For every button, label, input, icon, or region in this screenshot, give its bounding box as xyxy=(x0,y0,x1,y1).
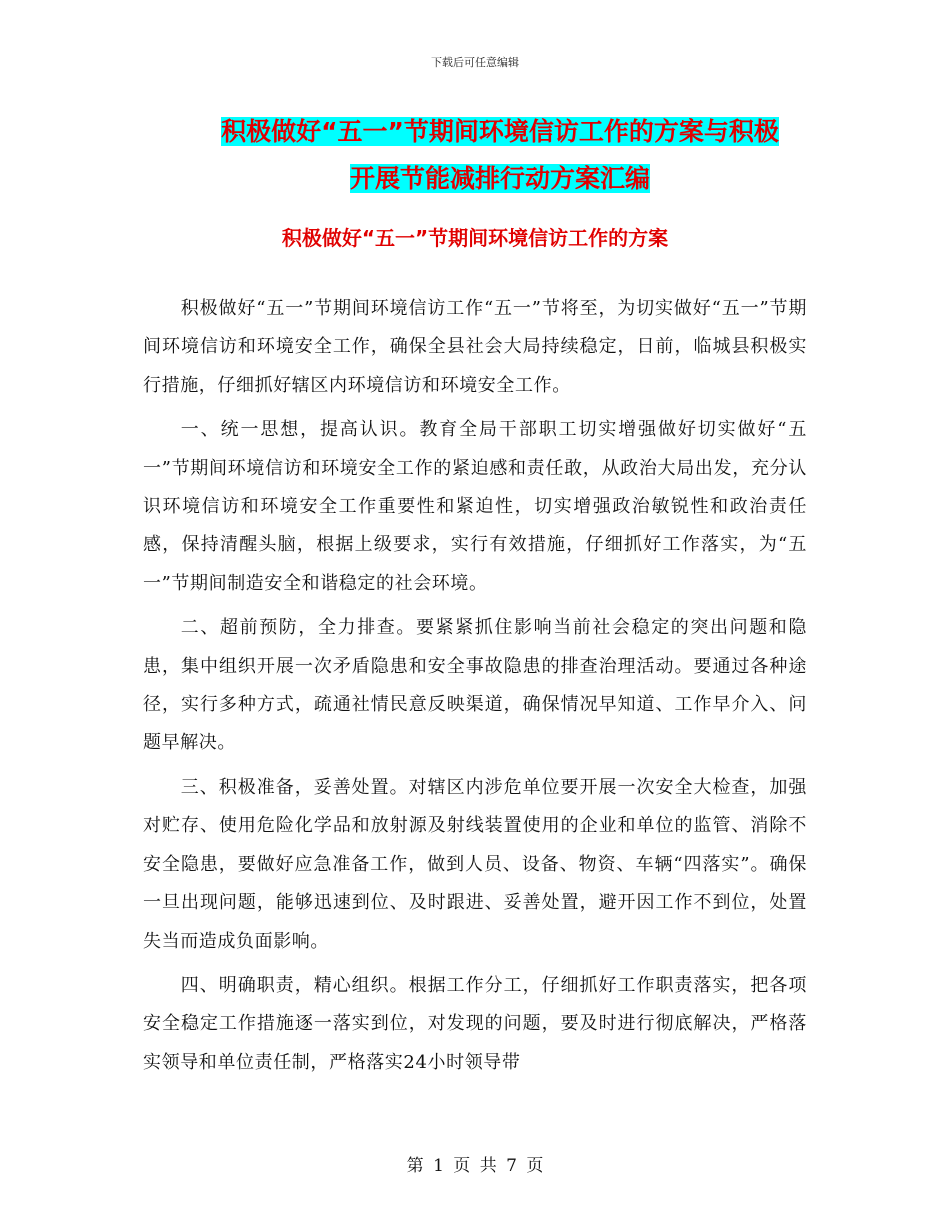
section-title: 积极做好“五一”节期间环境信访工作的方案 xyxy=(281,226,669,250)
paragraph-4: 四、明确职责，精心组织。根据工作分工，仔细抓好工作职责落实，把各项安全稳定工作措施逐一落实到位，对发现的问题，要及时进行彻底解决，严格落实领导和单位责任制，严格落实24小时领导带 xyxy=(143,974,807,1073)
document-title-line-2: 开展节能减排行动方案汇编 xyxy=(349,164,650,193)
paragraph-1: 一、统一思想，提高认识。教育全局干部职工切实增强做好切实做好“五一”节期间环境信访和环境安全工作的紧迫感和责任敢，从政治大局出发，充分认识环境信访和环境安全工作重要性和紧迫性，切实增强政治敏锐性和政治责任感，保持清醒头脑，根据上级要求，实行有效措施，仔细抓好工作落实，为“五一”节期间制造安全和谐稳定的社会环境。 xyxy=(143,419,807,594)
paragraph-2: 二、超前预防，全力排查。要紧紧抓住影响当前社会稳定的突出问题和隐患，集中组织开展一次矛盾隐患和安全事故隐患的排查治理活动。要通过各种途径，实行多种方式，疏通社情民意反映渠道，确保情况早知道、工作早介入、问题早解决。 xyxy=(143,617,807,754)
page-footer: 第 1 页 共 7 页 xyxy=(406,1156,544,1176)
document-title xyxy=(190,108,810,202)
header-note: 下载后可任意编辑 xyxy=(431,56,519,69)
document-title-line-1: 积极做好“五一”节期间环境信访工作的方案与积极 xyxy=(221,117,779,146)
paragraph-3: 三、积极准备，妥善处置。对辖区内涉危单位要开展一次安全大检查，加强对贮存、使用危险化学品和放射源及射线装置使用的企业和单位的监管、消除不安全隐患，要做好应急准备工作，做到人员、设备、物资、车辆“四落实”。确保一旦出现问题，能够迅速到位、及时跟进、妥善处置，避开因工作不到位，处置失当而造成负面影响。 xyxy=(143,776,807,952)
paragraph-intro: 积极做好“五一”节期间环境信访工作“五一”节将至，为切实做好“五一”节期间环境信访和环境安全工作，确保全县社会大局持续稳定，日前，临城县积极实行措施，仔细抓好辖区内环境信访和环境安全工作。 xyxy=(143,298,807,396)
document-body xyxy=(143,290,807,1088)
